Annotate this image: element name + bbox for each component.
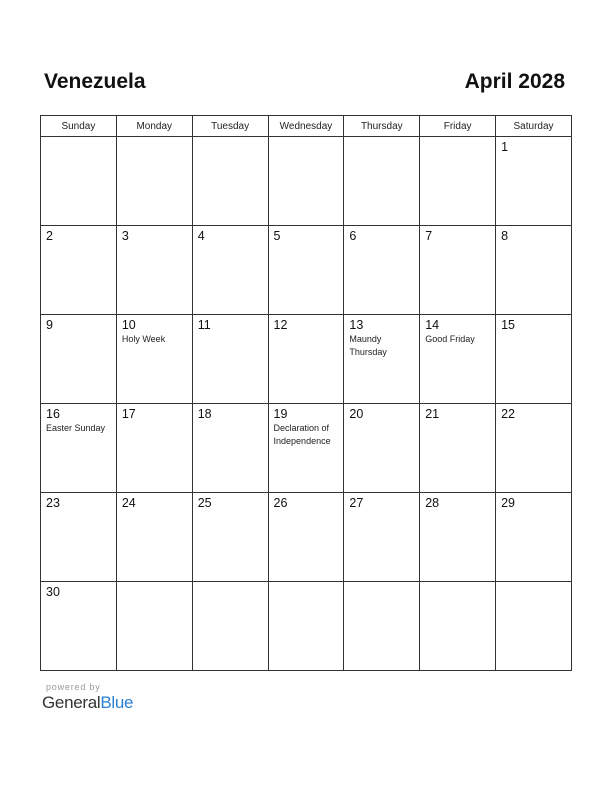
day-cell-18 (192, 404, 268, 493)
day-cell-2 (41, 226, 117, 315)
day-number: 23 (46, 496, 60, 510)
empty-day-cell (420, 582, 496, 671)
weekday-sunday: Sunday (41, 116, 117, 137)
day-cell-23 (41, 493, 117, 582)
day-number: 26 (273, 496, 288, 510)
generalblue-logo[interactable] (42, 693, 133, 713)
day-cell-4 (192, 226, 268, 315)
day-cell-25 (192, 493, 268, 582)
empty-day-cell (192, 137, 268, 226)
weekday-thursday: Thursday (344, 116, 420, 137)
powered-by-text: powered by (46, 682, 101, 692)
day-number: 11 (197, 318, 211, 332)
day-cell-5 (268, 226, 344, 315)
day-number: 24 (121, 496, 136, 510)
empty-day-cell (496, 582, 572, 671)
day-number: 15 (501, 318, 515, 332)
weekday-tuesday: Tuesday (192, 116, 268, 137)
weekday-friday: Friday (420, 116, 496, 137)
day-number: 18 (197, 407, 212, 421)
holiday-label: Maundy Thursday (349, 334, 387, 357)
day-cell-11 (192, 315, 268, 404)
day-number: 17 (121, 407, 136, 421)
day-cell-8 (496, 226, 572, 315)
holiday-label: Easter Sunday (46, 423, 106, 433)
empty-day-cell (420, 137, 496, 226)
day-cell-20 (344, 404, 420, 493)
week-row (41, 226, 572, 315)
day-number: 28 (425, 496, 440, 510)
holiday-label: Holy Week (121, 334, 166, 344)
holiday-label: Declaration of Independence (273, 423, 331, 446)
calendar-grid (40, 115, 572, 671)
day-cell-13 (344, 315, 420, 404)
week-row (41, 582, 572, 671)
day-cell-15 (496, 315, 572, 404)
day-cell-24 (116, 493, 192, 582)
day-number: 10 (121, 318, 136, 332)
month-year-title: April 2028 (464, 70, 565, 93)
empty-day-cell (268, 582, 344, 671)
day-number: 20 (349, 407, 364, 421)
day-number: 27 (349, 496, 364, 510)
day-number: 25 (197, 496, 212, 510)
empty-day-cell (344, 137, 420, 226)
weekday-header-row (41, 116, 572, 137)
brand-general: General (42, 693, 101, 712)
day-number: 7 (425, 229, 433, 243)
empty-day-cell (344, 582, 420, 671)
day-number: 9 (46, 318, 53, 332)
weekday-saturday: Saturday (496, 116, 572, 137)
day-number: 14 (425, 318, 440, 332)
week-row (41, 137, 572, 226)
day-cell-28 (420, 493, 496, 582)
day-cell-21 (420, 404, 496, 493)
day-number: 1 (501, 140, 509, 154)
day-cell-9 (41, 315, 117, 404)
day-cell-10 (116, 315, 192, 404)
country-title: Venezuela (44, 70, 146, 93)
holiday-label: Good Friday (425, 334, 475, 344)
day-number: 5 (273, 229, 281, 243)
empty-day-cell (116, 137, 192, 226)
day-cell-12 (268, 315, 344, 404)
day-cell-7 (420, 226, 496, 315)
day-cell-1 (496, 137, 572, 226)
day-number: 4 (197, 229, 205, 243)
day-number: 12 (273, 318, 288, 332)
day-cell-29 (496, 493, 572, 582)
day-cell-19 (268, 404, 344, 493)
day-cell-17 (116, 404, 192, 493)
day-cell-22 (496, 404, 572, 493)
weekday-wednesday: Wednesday (268, 116, 344, 137)
day-cell-26 (268, 493, 344, 582)
weekday-monday: Monday (116, 116, 192, 137)
day-number: 30 (46, 585, 60, 599)
day-number: 2 (46, 229, 53, 243)
day-number: 22 (501, 407, 515, 421)
day-number: 6 (349, 229, 357, 243)
day-number: 29 (501, 496, 515, 510)
day-number: 8 (501, 229, 509, 243)
empty-day-cell (116, 582, 192, 671)
week-row (41, 315, 572, 404)
brand-blue: Blue (100, 693, 134, 712)
day-cell-16 (41, 404, 117, 493)
day-number: 19 (273, 407, 288, 421)
day-cell-14 (420, 315, 496, 404)
week-row (41, 493, 572, 582)
day-cell-27 (344, 493, 420, 582)
day-number: 21 (425, 407, 440, 421)
day-cell-3 (116, 226, 192, 315)
day-number: 13 (349, 318, 364, 332)
empty-day-cell (268, 137, 344, 226)
day-number: 3 (121, 229, 129, 243)
day-cell-30 (41, 582, 117, 671)
week-row (41, 404, 572, 493)
day-number: 16 (46, 407, 60, 421)
empty-day-cell (192, 582, 268, 671)
empty-day-cell (41, 137, 117, 226)
day-cell-6 (344, 226, 420, 315)
